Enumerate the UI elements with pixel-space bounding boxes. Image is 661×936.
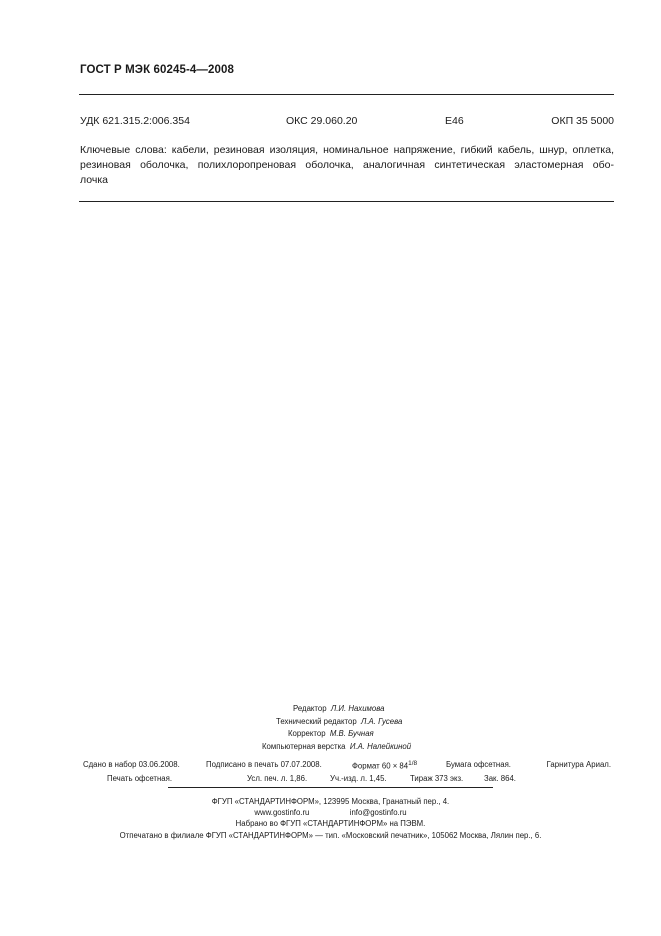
corrector-role: Корректор: [288, 729, 326, 738]
tech-editor-role: Технический редактор: [276, 716, 357, 726]
typeset-date: Сдано в набор 03.06.2008.: [83, 760, 180, 769]
layout-name: И.А. Налейкиной: [349, 741, 412, 751]
keywords-paragraph: [80, 143, 614, 188]
publisher-website[interactable]: www.gostinfo.ru: [254, 808, 310, 818]
e-code: Е46: [445, 115, 464, 127]
print-sheets: Усл. печ. л. 1,86.: [247, 774, 308, 783]
editor-credit: [293, 703, 384, 716]
printing-type: Печать офсетная.: [107, 774, 173, 783]
imprint-divider: [168, 787, 493, 788]
typesetting-note: Набрано во ФГУП «СТАНДАРТИНФОРМ» на ПЭВМ.: [235, 819, 426, 829]
bottom-divider: [79, 201, 614, 202]
publisher-email[interactable]: info@gostinfo.ru: [349, 808, 407, 818]
printing-note: Отпечатано в филиале ФГУП «СТАНДАРТИНФОРМ» — тип. «Московский печатник», 105062 Москва, Лялин пер., 6.: [119, 830, 542, 840]
paper-type: Бумага офсетная.: [446, 760, 511, 769]
top-divider: [79, 94, 614, 95]
document-title: ГОСТ Р МЭК 60245-4—2008: [80, 64, 234, 76]
keywords-line-2: резиновая оболочка, полихлоропреновая оболочка, аналогичная синтетическая эластомерная обо-: [80, 159, 614, 171]
oks-code: ОКС 29.060.20: [286, 115, 358, 127]
tech-editor-name: Л.А. Гусева: [361, 716, 403, 726]
okp-code: ОКП 35 5000: [551, 115, 614, 127]
keywords-line-1: Ключевые слова: кабели, резиновая изоляция, номинальное напряжение, гибкий кабель, шнур, оплетка,: [80, 144, 614, 156]
publisher-address: ФГУП «СТАНДАРТИНФОРМ», 123995 Москва, Гранатный пер., 4.: [211, 797, 450, 806]
tech-editor-credit: [276, 716, 402, 729]
paper-format: Формат $60 \times 84^{1/8}$: [352, 760, 418, 771]
order-number: Зак. 864.: [484, 774, 516, 783]
pub-sheets: Уч.-изд. л. 1,45.: [330, 774, 387, 783]
udk-code: УДК 621.315.2:006.354: [80, 115, 190, 127]
editor-role: Редактор: [293, 704, 327, 713]
circulation: Тираж 373 экз.: [410, 774, 464, 783]
layout-credit: [262, 741, 411, 754]
signed-date: Подписано в печать 07.07.2008.: [206, 760, 322, 769]
layout-role: Компьютерная верстка: [262, 741, 346, 751]
editor-name: Л.И. Нахимова: [330, 704, 385, 713]
keywords-line-3: лочка: [80, 174, 108, 186]
publisher-info: [0, 796, 661, 841]
publisher-contacts: [0, 807, 661, 818]
font-type: Гарнитура Ариал.: [546, 760, 611, 769]
corrector-credit: [288, 728, 374, 741]
corrector-name: М.В. Бучная: [329, 729, 374, 738]
